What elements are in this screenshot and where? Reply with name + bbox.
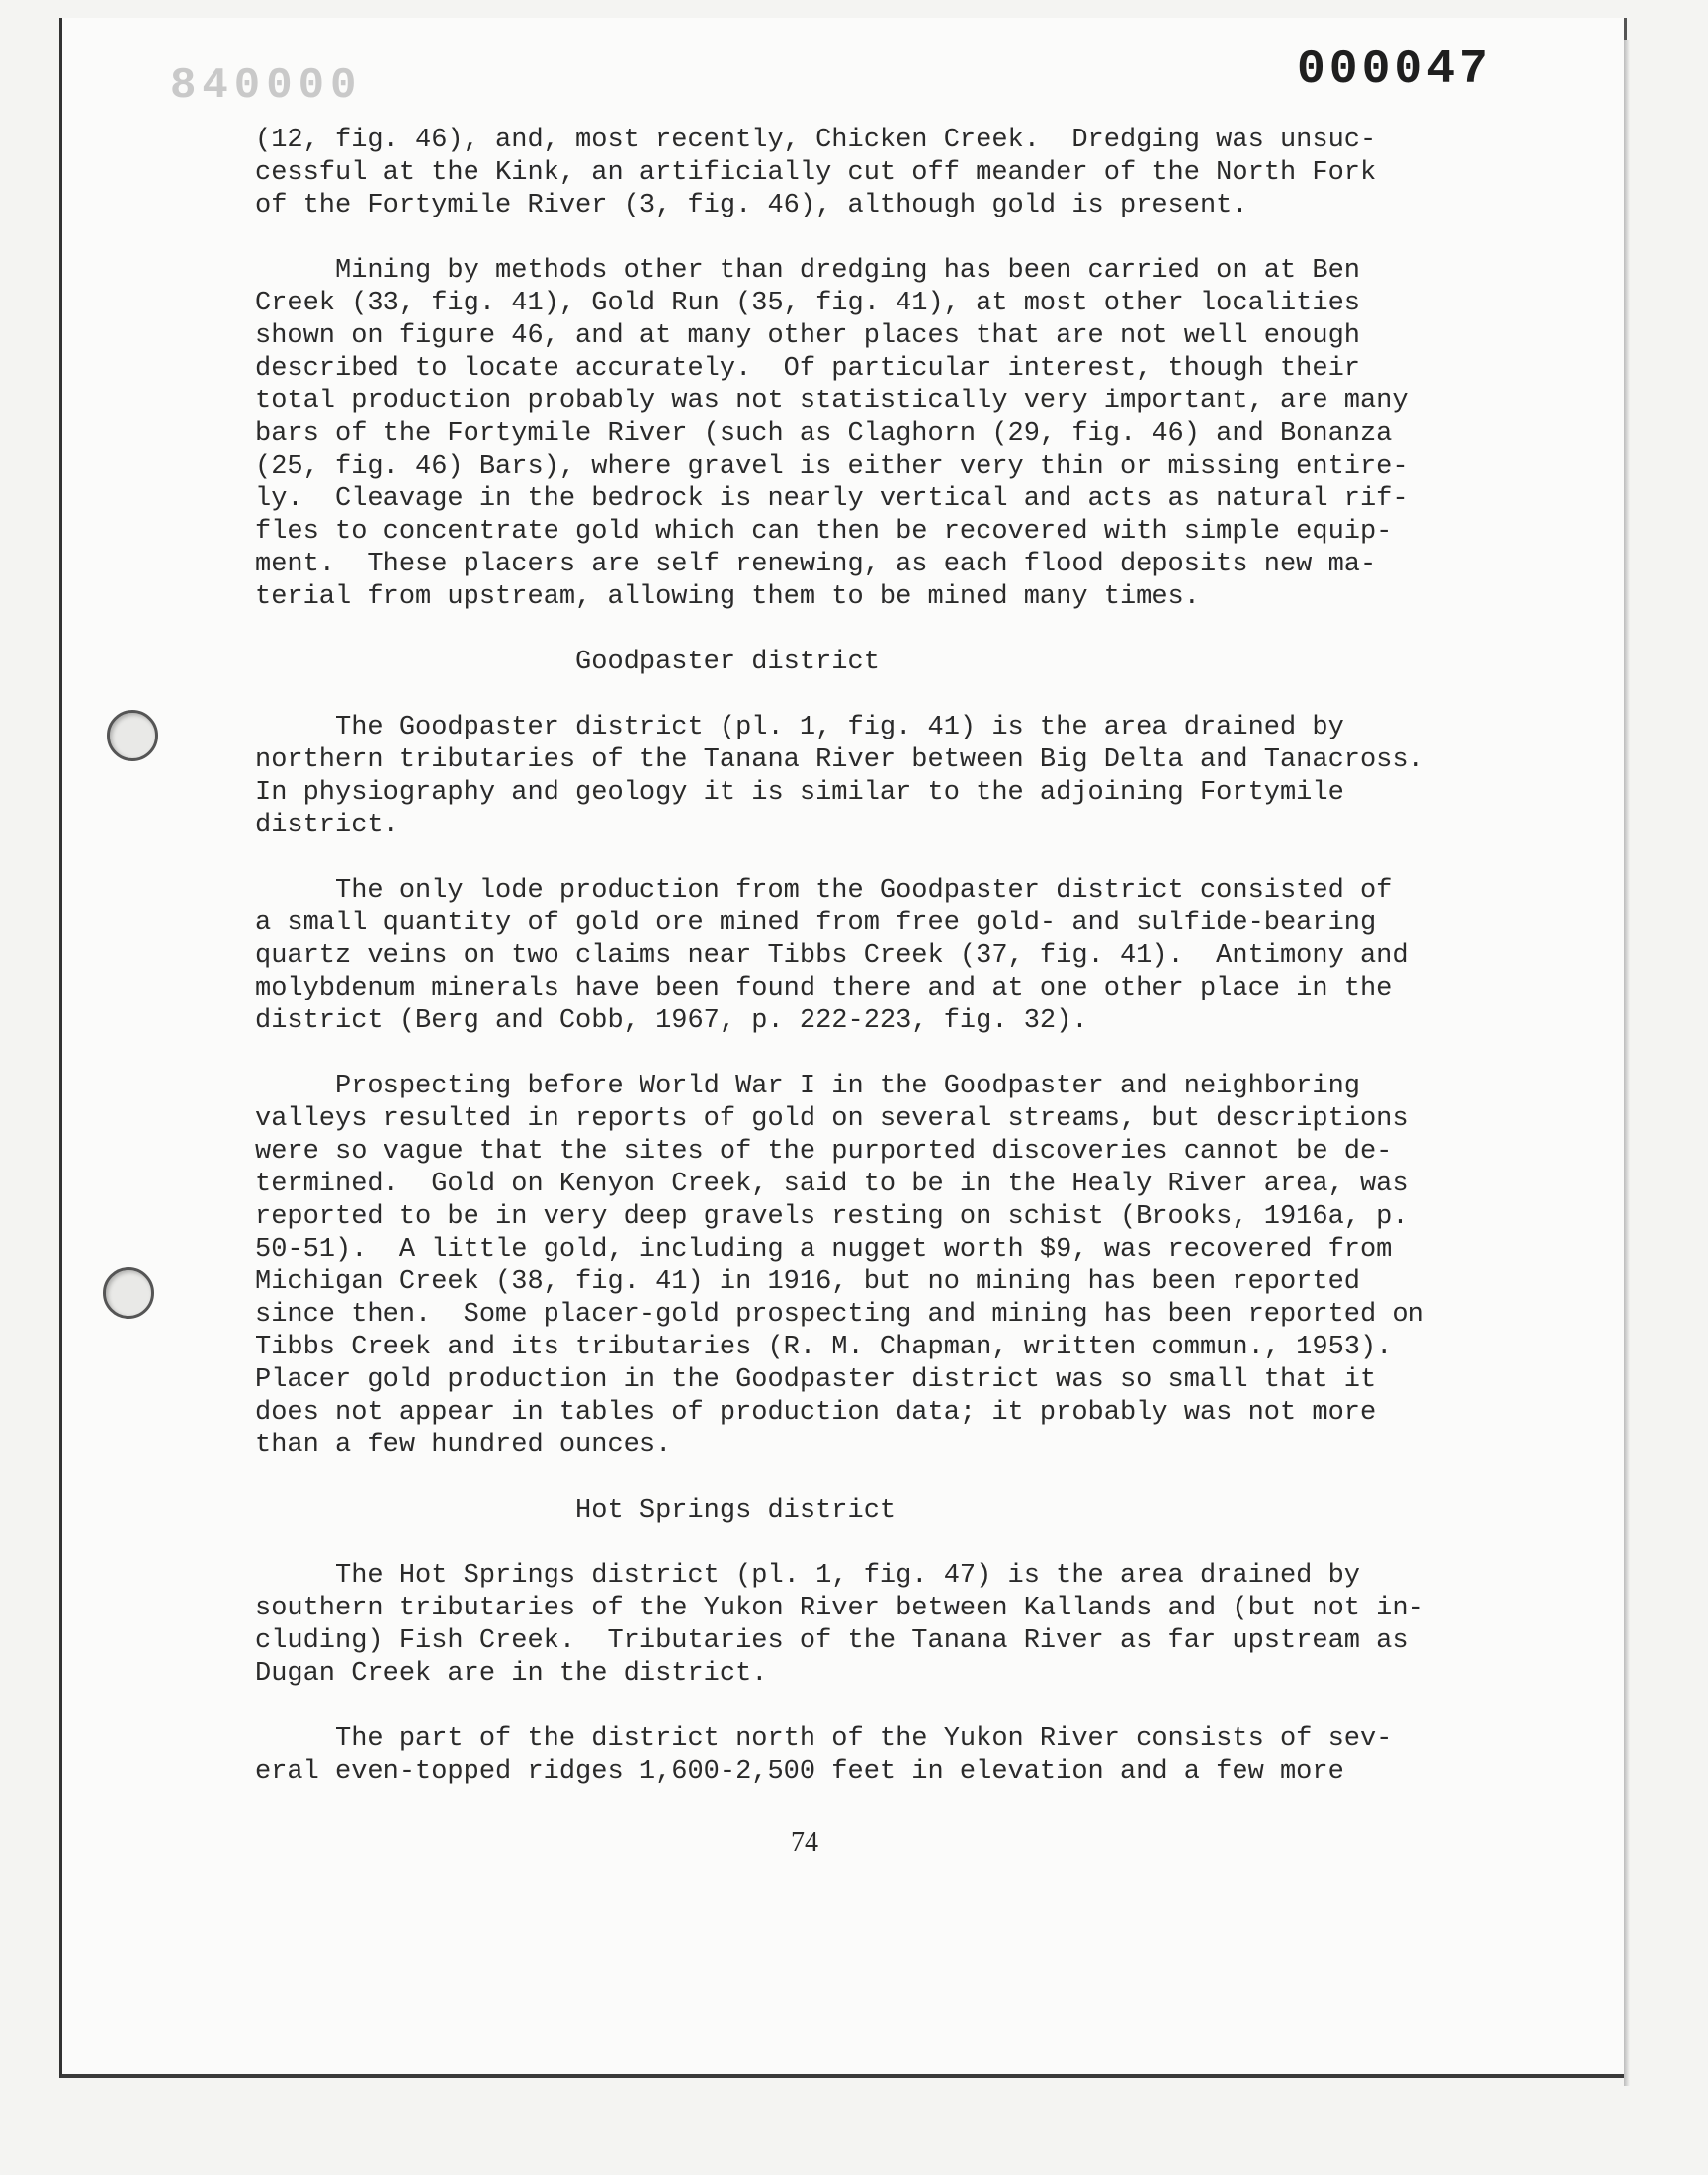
text-line: Placer gold production in the Goodpaster district was so small that it [255, 1365, 1377, 1395]
text-line: cluding) Fish Creek. Tributaries of the Tanana River as far upstream as [255, 1626, 1409, 1656]
text-line: valleys resulted in reports of gold on several streams, but descriptions [255, 1104, 1409, 1134]
text-line: bars of the Fortymile River (such as Claghorn (29, fig. 46) and Bonanza [255, 419, 1393, 449]
text-line: than a few hundred ounces. [255, 1431, 672, 1460]
text-line: Dugan Creek are in the district. [255, 1659, 768, 1689]
text-line: northern tributaries of the Tanana River between Big Delta and Tanacross. [255, 745, 1424, 775]
text-line: terial from upstream, allowing them to be mined many times. [255, 582, 1200, 612]
paragraph [255, 125, 1481, 222]
paragraph [255, 255, 1481, 614]
text-line: The part of the district north of the Yukon River consists of sev- [255, 1724, 1393, 1754]
punch-hole-bottom [103, 1267, 154, 1319]
text-line: shown on figure 46, and at many other places that are not well enough [255, 321, 1360, 351]
text-line: district. [255, 811, 399, 840]
text-line: were so vague that the sites of the purported discoveries cannot be de- [255, 1137, 1393, 1167]
punch-hole-top [107, 710, 158, 761]
text-line: total production probably was not statistically very important, are many [255, 387, 1409, 416]
text-line: southern tributaries of the Yukon River between Kallands and (but not in- [255, 1594, 1424, 1623]
section-heading [255, 1495, 1481, 1527]
text-line: The Goodpaster district (pl. 1, fig. 41) is the area drained by [255, 713, 1344, 742]
text-line: termined. Gold on Kenyon Creek, said to be in the Healy River area, was [255, 1170, 1409, 1199]
paragraph [255, 875, 1481, 1038]
text-line: The Hot Springs district (pl. 1, fig. 47) is the area drained by [255, 1561, 1360, 1591]
text-line: does not appear in tables of production data; it probably was not more [255, 1398, 1377, 1428]
text-line: The only lode production from the Goodpaster district consisted of [255, 876, 1393, 906]
text-line: since then. Some placer-gold prospecting and mining has been reported on [255, 1300, 1424, 1330]
paper-edge-shadow [1624, 40, 1630, 2086]
faint-bates-stamp: 840000 [170, 61, 363, 111]
text-line: Goodpaster district [255, 648, 880, 677]
paragraph [255, 712, 1481, 842]
text-line: eral even-topped ridges 1,600-2,500 feet in elevation and a few more [255, 1757, 1344, 1786]
text-line: ment. These placers are self renewing, as each flood deposits new ma- [255, 550, 1377, 579]
text-line: quartz veins on two claims near Tibbs Creek (37, fig. 41). Antimony and [255, 941, 1409, 971]
text-line: (12, fig. 46), and, most recently, Chicken Creek. Dredging was unsuc- [255, 126, 1377, 155]
text-line: Mining by methods other than dredging has been carried on at Ben [255, 256, 1360, 286]
text-line: Creek (33, fig. 41), Gold Run (35, fig. 41), at most other localities [255, 289, 1360, 318]
document-number-stamp: 000047 [1297, 44, 1492, 97]
text-line: district (Berg and Cobb, 1967, p. 222-223, fig. 32). [255, 1006, 1088, 1036]
text-line: Michigan Creek (38, fig. 41) in 1916, but no mining has been reported [255, 1267, 1360, 1297]
section-heading [255, 647, 1481, 679]
text-line: Tibbs Creek and its tributaries (R. M. Chapman, written commun., 1953). [255, 1333, 1393, 1362]
text-line: of the Fortymile River (3, fig. 46), although gold is present. [255, 191, 1248, 220]
paragraph [255, 1723, 1481, 1788]
text-line: (25, fig. 46) Bars), where gravel is either very thin or missing entire- [255, 452, 1409, 481]
text-line: ly. Cleavage in the bedrock is nearly vertical and acts as natural rif- [255, 484, 1409, 514]
text-line: reported to be in very deep gravels resting on schist (Brooks, 1916a, p. [255, 1202, 1409, 1232]
document-body [255, 125, 1481, 1821]
text-line: cessful at the Kink, an artificially cut off meander of the North Fork [255, 158, 1377, 188]
text-line: a small quantity of gold ore mined from free gold- and sulfide-bearing [255, 909, 1377, 938]
paragraph [255, 1071, 1481, 1462]
text-line: described to locate accurately. Of particular interest, though their [255, 354, 1360, 384]
page-number: 74 [791, 1827, 818, 1858]
text-line: In physiography and geology it is similar to the adjoining Fortymile [255, 778, 1344, 808]
text-line: molybdenum minerals have been found there and at one other place in the [255, 974, 1393, 1003]
text-line: Hot Springs district [255, 1496, 897, 1525]
text-line: 50-51). A little gold, including a nugget worth $9, was recovered from [255, 1235, 1393, 1264]
paragraph [255, 1560, 1481, 1691]
text-line: fles to concentrate gold which can then be recovered with simple equip- [255, 517, 1393, 547]
text-line: Prospecting before World War I in the Goodpaster and neighboring [255, 1072, 1360, 1101]
